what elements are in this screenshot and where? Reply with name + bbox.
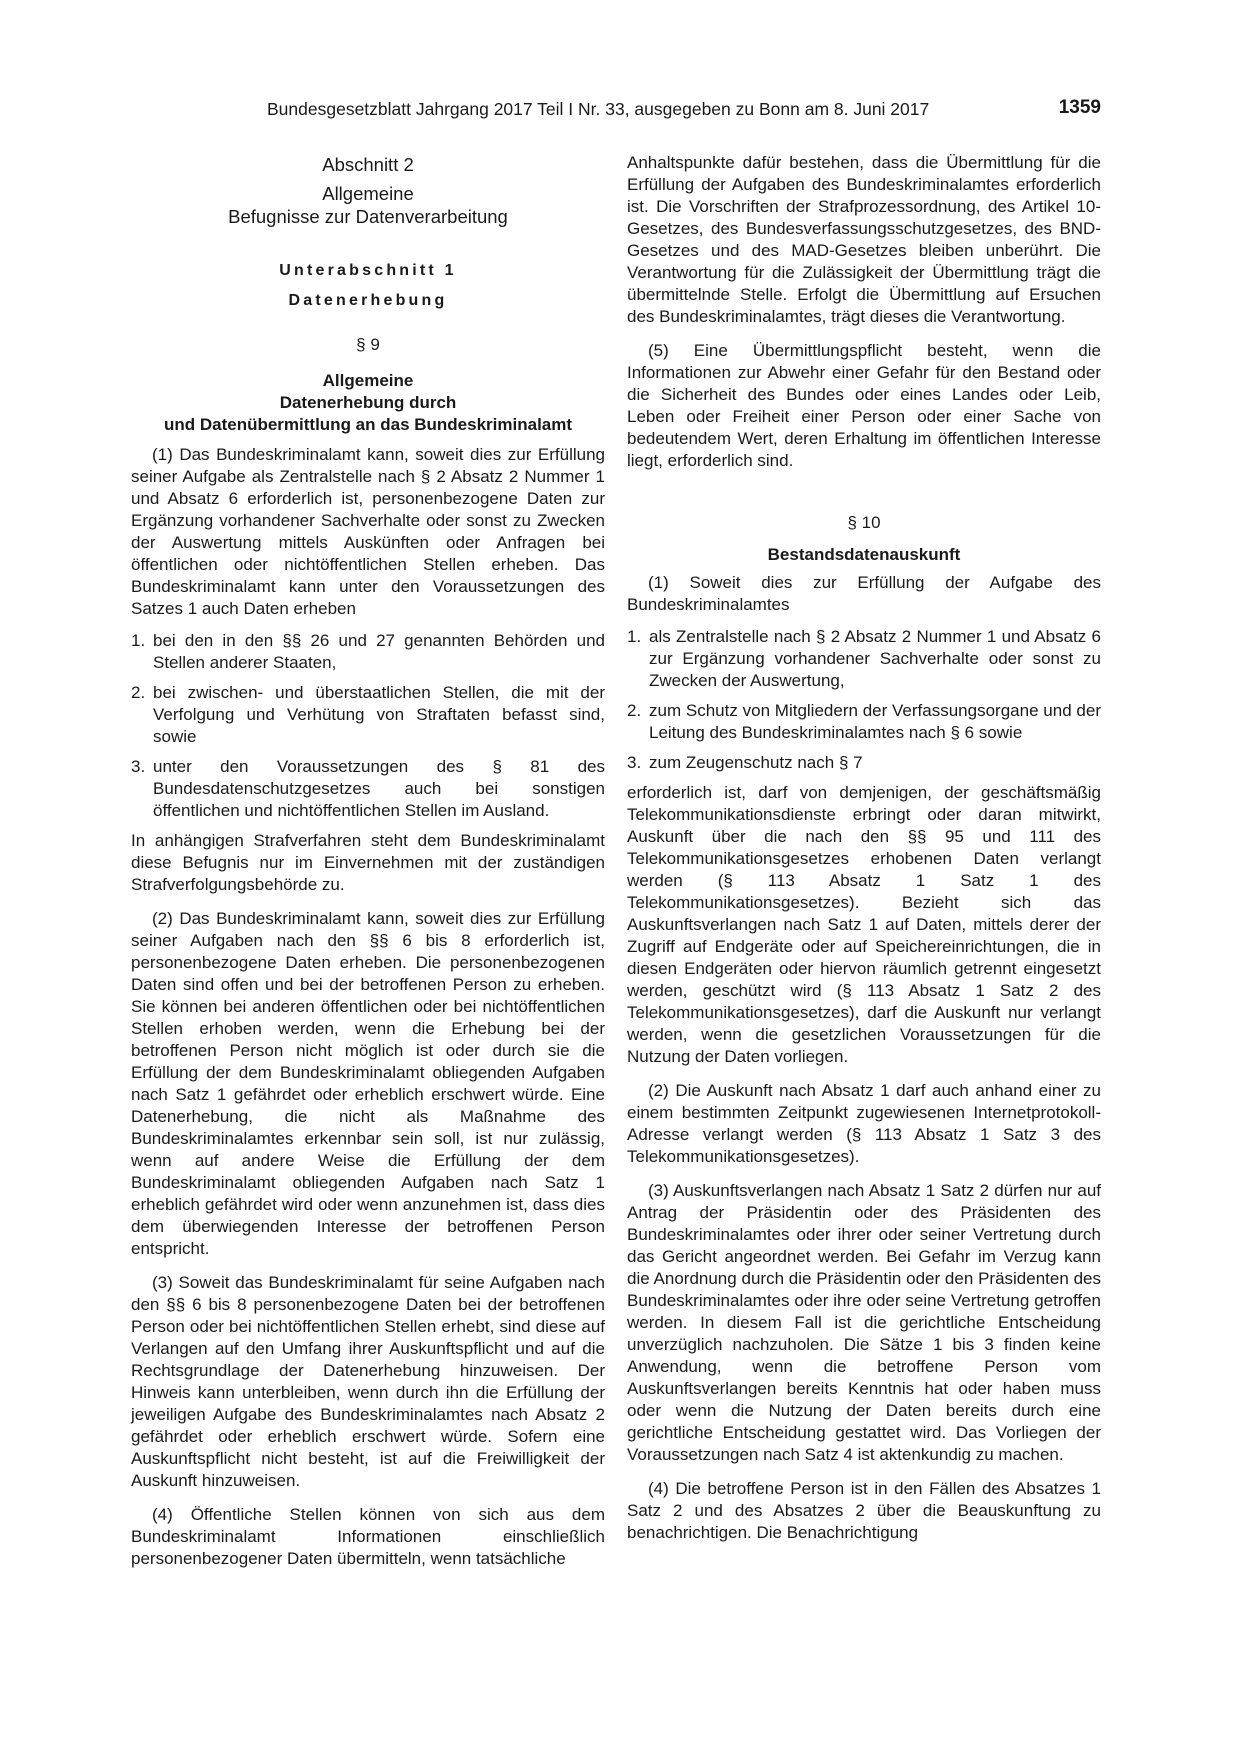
- p10-absatz-1-list: [627, 626, 1101, 774]
- p9-absatz-4-start: (4) Öffentliche Stellen können von sich aus dem Bundeskriminalamt Informationen einschließlich personenbezogener Daten übermitteln, wenn tatsächliche: [131, 1505, 605, 1568]
- list-item-text: unter den Voraussetzungen des § 81 des Bundesdatenschutzgesetzes auch bei sonstigen öffentlichen und nichtöffentlichen Stellen im Ausland.: [153, 757, 605, 820]
- section-title-line-1: Allgemeine: [322, 183, 414, 204]
- paragraph-10-number: § 10: [847, 513, 881, 532]
- subsection-title: Datenerhebung: [288, 292, 448, 309]
- p9-absatz-4-continued: Anhaltspunkte dafür bestehen, dass die Übermittlung für die Erfüllung der Aufgaben des Bundeskriminalamtes erforderlich ist. Die Vorschriften der Strafprozessordnung, des Artikel 10-Gesetzes, des Bundesverfassungsschutzgesetzes, des BND-Gesetzes und des MAD-Gesetzes bleiben unberührt. Die Verantwortung für die Zulässigkeit der Übermittlung trägt die übermittelnde Stelle. Erfolgt die Übermittlung auf Ersuchen des Bundeskriminalamtes, trägt dieses die Verantwortung.: [627, 153, 1101, 326]
- left-column: [131, 152, 605, 1570]
- section-title-line-2: Befugnisse zur Datenverarbeitung: [228, 206, 508, 227]
- p10-absatz-2: (2) Die Auskunft nach Absatz 1 darf auch anhand einer zu einem bestimmten Zeitpunkt zugewiesenen Internetprotokoll-Adresse verlangt werden (§ 113 Absatz 1 Satz 3 des Telekommunikationsgesetzes).: [627, 1081, 1101, 1166]
- p9-absatz-1-close: In anhängigen Strafverfahren steht dem Bundeskriminalamt diese Befugnis nur im Einvernehmen mit der zuständigen Strafverfolgungsbehörde zu.: [131, 831, 605, 894]
- list-item-number: 3.: [627, 753, 642, 772]
- p10-absatz-1-intro: (1) Soweit dies zur Erfüllung der Aufgabe des Bundeskriminalamtes: [627, 573, 1101, 614]
- right-column: [627, 152, 1101, 1544]
- list-item-number: 2.: [627, 701, 642, 720]
- p9-absatz-5: (5) Eine Übermittlungspflicht besteht, wenn die Informationen zur Abwehr einer Gefahr für den Bestand oder die Sicherheit des Bundes oder eines Landes oder Leib, Leben oder Freiheit einer Person oder einer Sache von bedeutendem Wert, deren Erhaltung im öffentlichen Interesse liegt, erforderlich sind.: [627, 341, 1101, 470]
- p9-absatz-1-list: [131, 630, 605, 822]
- p10-absatz-4-start: (4) Die betroffene Person ist in den Fällen des Absatzes 1 Satz 2 und des Absatzes 2 über die Beauskunftung zu benachrichtigen. Die Benachrichtigung: [627, 1479, 1101, 1542]
- section-heading: Abschnitt 2: [322, 154, 414, 175]
- list-item-number: 3.: [131, 757, 146, 776]
- list-item: [131, 630, 605, 674]
- paragraph-9-title-line-1: Allgemeine: [322, 371, 414, 390]
- list-item-text: zum Schutz von Mitgliedern der Verfassungsorgane und der Leitung des Bundeskriminalamtes nach § 6 sowie: [649, 701, 1101, 742]
- list-item-text: als Zentralstelle nach § 2 Absatz 2 Nummer 1 und Absatz 6 zur Ergänzung vorhandener Sachverhalte oder sonst zu Zwecken der Auswertung,: [649, 627, 1101, 690]
- list-item-text: bei zwischen- und überstaatlichen Stellen, die mit der Verfolgung und Verhütung von Straftaten befasst sind, sowie: [153, 683, 605, 746]
- p9-absatz-1-intro: (1) Das Bundeskriminalamt kann, soweit dies zur Erfüllung seiner Aufgabe als Zentralstelle nach § 2 Absatz 2 Nummer 1 und Absatz 6 erforderlich ist, personenbezogene Daten zur Ergänzung vorhandener Sachverhalte oder sonst zu Zwecken der Auswertung mittels Auskünften oder Anfragen bei öffentlichen oder nichtöffentlichen Stellen erheben. Das Bundeskriminalamt kann unter den Voraussetzungen des Satzes 1 auch Daten erheben: [131, 445, 605, 618]
- paragraph-9-title-line-3: und Datenübermittlung an das Bundeskriminalamt: [163, 415, 573, 434]
- list-item-number: 2.: [131, 683, 146, 702]
- p10-absatz-3: (3) Auskunftsverlangen nach Absatz 1 Satz 2 dürfen nur auf Antrag der Präsidentin oder des Präsidenten des Bundeskriminalamtes oder ihrer oder seiner Vertretung durch das Gericht angeordnet werden. Bei Gefahr im Verzug kann die Anordnung durch die Präsidentin oder den Präsidenten des Bundeskriminalamtes oder ihre oder seine Vertretung getroffen werden. In diesem Fall ist die gerichtliche Entscheidung unverzüglich nachzuholen. Die Sätze 1 bis 3 finden keine Anwendung, wenn die betroffene Person vom Auskunftsverlangen bereits Kenntnis hat oder haben muss oder wenn die Nutzung der Daten bereits durch eine gerichtliche Entscheidung gestattet wird. Das Vorliegen der Voraussetzungen nach Satz 4 ist aktenkundig zu machen.: [627, 1181, 1101, 1464]
- list-item: [131, 756, 605, 822]
- subsection-heading: Unterabschnitt 1: [279, 262, 457, 279]
- list-item-text: bei den in den §§ 26 und 27 genannten Behörden und Stellen anderer Staaten,: [153, 631, 605, 672]
- paragraph-9-number: § 9: [356, 335, 380, 354]
- list-item: [131, 682, 605, 748]
- p9-absatz-2: (2) Das Bundeskriminalamt kann, soweit dies zur Erfüllung seiner Aufgaben nach den §§ 6 bis 8 erforderlich ist, personenbezogene Daten erheben. Die personenbezogenen Daten sind offen und bei der betroffenen Person zu erheben. Sie können bei anderen öffentlichen oder bei nichtöffentlichen Stellen erhoben werden, wenn die Erhebung bei der betroffenen Person nicht möglich ist oder durch sie die Erfüllung der dem Bundeskriminalamt obliegenden Aufgaben nach Satz 1 gefährdet oder erheblich erschwert würde. Eine Datenerhebung, die nicht als Maßnahme des Bundeskriminalamtes erkennbar sein soll, ist nur zulässig, wenn auf andere Weise die Erfüllung der dem Bundeskriminalamt obliegenden Aufgaben nach Satz 1 erheblich gefährdet wird oder wenn anzunehmen ist, dass dies dem überwiegenden Interesse der betroffenen Person entspricht.: [131, 909, 605, 1258]
- page-number: 1359: [1058, 97, 1101, 118]
- publication-line: Bundesgesetzblatt Jahrgang 2017 Teil I Nr. 33, ausgegeben zu Bonn am 8. Juni 2017: [267, 99, 930, 119]
- paragraph-10-title: Bestandsdatenauskunft: [767, 545, 961, 564]
- list-item-number: 1.: [131, 631, 146, 650]
- list-item: [627, 626, 1101, 692]
- list-item: [627, 700, 1101, 744]
- list-item-text: zum Zeugenschutz nach § 7: [649, 753, 863, 772]
- list-item-number: 1.: [627, 627, 642, 646]
- page-header: [131, 99, 1101, 125]
- p10-absatz-1-close: erforderlich ist, darf von demjenigen, der geschäftsmäßig Telekommunikationsdienste erbringt oder daran mitwirkt, Auskunft über die nach den §§ 95 und 111 des Telekommunikationsgesetzes erhobenen Daten verlangt werden (§ 113 Absatz 1 Satz 1 des Telekommunikationsgesetzes). Bezieht sich das Auskunftsverlangen nach Satz 1 auf Daten, mittels derer der Zugriff auf Endgeräte oder auf Speichereinrichtungen, die in diesen Endgeräten oder hiervon räumlich getrennt eingesetzt werden, geschützt wird (§ 113 Absatz 1 Satz 2 des Telekommunikationsgesetzes), darf die Auskunft nur verlangt werden, wenn die gesetzlichen Voraussetzungen für die Nutzung der Daten vorliegen.: [627, 783, 1101, 1066]
- list-item: [627, 752, 1101, 774]
- p9-absatz-3: (3) Soweit das Bundeskriminalamt für seine Aufgaben nach den §§ 6 bis 8 personenbezogene Daten bei der betroffenen Person oder bei nichtöffentlichen Stellen erhebt, sind diese auf Verlangen auf den Umfang ihrer Auskunftspflicht und auf die Rechtsgrundlage der Datenerhebung hinzuweisen. Der Hinweis kann unterbleiben, wenn durch ihn die Erfüllung der jeweiligen Aufgabe des Bundeskriminalamtes nach Absatz 2 gefährdet oder erheblich erschwert würde. Sofern eine Auskunftspflicht nicht besteht, ist auf die Freiwilligkeit der Auskunft hinzuweisen.: [131, 1273, 605, 1490]
- paragraph-9-title-line-2: Datenerhebung durch: [279, 393, 457, 412]
